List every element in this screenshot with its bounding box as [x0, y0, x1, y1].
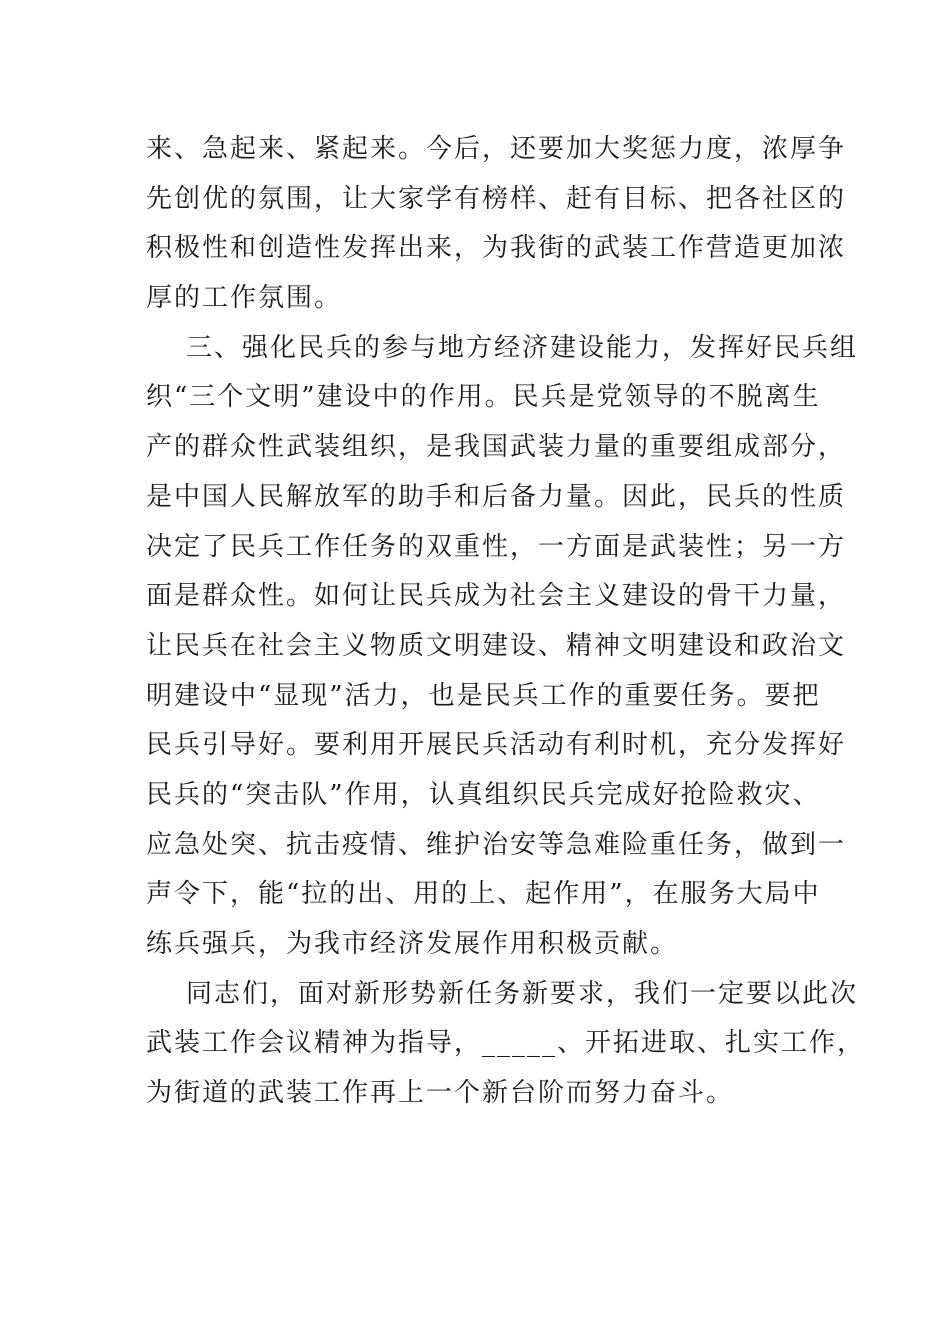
- paragraph-line: 三、强化民兵的参与地方经济建设能力，发挥好民兵组: [186, 332, 859, 363]
- paragraph-line: 先创优的氛围，让大家学有榜样、赶有目标、把各社区的: [146, 183, 847, 214]
- paragraph-line: 民兵的“突击队”作用，认真组织民兵完成好抢险救灾、: [146, 779, 821, 810]
- paragraph-line: 是中国人民解放军的助手和后备力量。因此，民兵的性质: [146, 481, 847, 512]
- paragraph-line: 积极性和创造性发挥出来，为我街的武装工作营造更加浓: [146, 233, 847, 264]
- document-body: [146, 125, 866, 1119]
- paragraph-line: 民兵引导好。要利用开展民兵活动有利时机，充分发挥好: [146, 730, 847, 761]
- paragraph-line: 让民兵在社会主义物质文明建设、精神文明建设和政治文: [146, 630, 847, 661]
- paragraph-line: 声令下，能“拉的出、用的上、起作用”，在服务大局中: [146, 879, 821, 910]
- paragraph-line: 同志们，面对新形势新任务新要求，我们一定要以此次: [186, 978, 859, 1009]
- paragraph-line: 为街道的武装工作再上一个新台阶而努力奋斗。: [146, 1078, 735, 1109]
- paragraph-line: 武装工作会议精神为指导，_____、开拓进取、扎实工作，: [146, 1028, 866, 1059]
- paragraph-line: 应急处突、抗击疫情、维护治安等急难险重任务，做到一: [146, 829, 847, 860]
- paragraph-line: 明建设中“显现”活力，也是民兵工作的重要任务。要把: [146, 680, 821, 711]
- paragraph-line: 厚的工作氛围。: [146, 283, 343, 314]
- paragraph-line: 织“三个文明”建设中的作用。民兵是党领导的不脱离生: [146, 382, 821, 413]
- paragraph-line: 面是群众性。如何让民兵成为社会主义建设的骨干力量，: [146, 581, 847, 612]
- paragraph-line: 来、急起来、紧起来。今后，还要加大奖惩力度，浓厚争: [146, 134, 847, 164]
- paragraph-line: 决定了民兵工作任务的双重性，一方面是武装性；另一方: [146, 531, 847, 562]
- paragraph-line: 练兵强兵，为我市经济发展作用积极贡献。: [146, 929, 679, 959]
- paragraph-line: 产的群众性武装组织，是我国武装力量的重要组成部分，: [146, 432, 847, 463]
